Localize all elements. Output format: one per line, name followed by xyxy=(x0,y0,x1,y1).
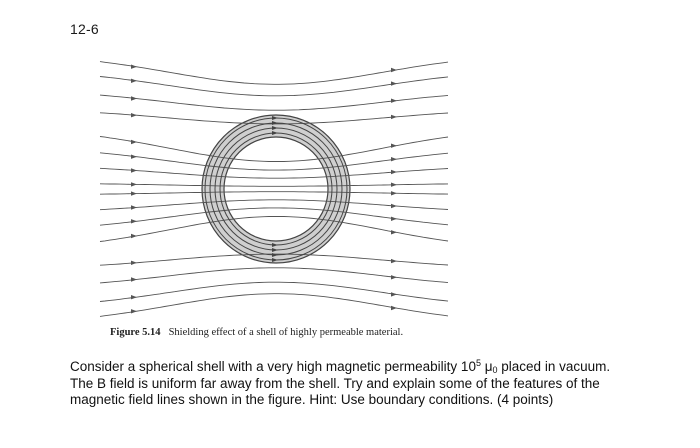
shell-inner-boundary xyxy=(224,137,328,241)
figure-caption xyxy=(110,327,403,338)
field-arrowhead xyxy=(131,65,137,69)
question-text xyxy=(70,359,680,409)
field-arrowhead xyxy=(391,99,397,103)
field-arrowhead xyxy=(131,219,137,223)
field-arrowhead xyxy=(391,259,397,263)
field-line xyxy=(100,77,448,96)
field-arrowhead xyxy=(391,81,397,85)
field-arrowhead xyxy=(391,275,397,279)
field-lines-figure xyxy=(96,44,452,324)
field-arrowhead xyxy=(131,205,137,209)
field-arrowhead xyxy=(391,170,397,174)
question-line-2: The B field is uniform far away from the shell. Try and explain some of the features of the xyxy=(70,375,600,391)
permeability-exponent: 5 xyxy=(475,358,481,368)
field-arrowhead xyxy=(391,191,397,195)
field-arrowhead xyxy=(131,155,137,159)
field-arrowhead xyxy=(391,292,397,296)
field-line xyxy=(100,294,448,317)
field-arrowhead xyxy=(131,113,137,117)
field-arrowhead xyxy=(391,144,397,148)
field-arrowhead xyxy=(391,183,397,187)
question-line-1-end: placed in vacuum. xyxy=(497,359,611,374)
figure-title: Shielding effect of a shell of highly permeable material. xyxy=(168,327,404,338)
field-arrowhead xyxy=(391,230,397,234)
field-line xyxy=(100,62,448,85)
field-arrowhead xyxy=(391,68,397,72)
figure-label: Figure 5.14 xyxy=(110,327,161,338)
field-lines-diagram xyxy=(96,44,452,324)
field-arrowhead xyxy=(131,168,137,172)
question-line-1-text: Consider a spherical shell with a very high magnetic permeability 10 xyxy=(70,359,476,374)
problem-number: 12-6 xyxy=(70,21,99,37)
field-arrowhead xyxy=(391,217,397,221)
field-arrowhead xyxy=(391,157,397,161)
mu-symbol: μ xyxy=(484,359,493,374)
question-line-3: magnetic field lines shown in the figure. Hint: Use boundary conditions. (4 points) xyxy=(70,392,554,407)
field-arrowhead xyxy=(131,96,137,100)
field-arrowhead xyxy=(131,295,137,299)
field-arrowhead xyxy=(131,140,137,144)
field-arrowhead xyxy=(391,204,397,208)
field-line xyxy=(100,95,448,110)
field-arrowhead xyxy=(131,277,137,281)
field-arrowhead xyxy=(131,261,137,265)
field-line xyxy=(100,282,448,301)
field-arrowhead xyxy=(131,234,137,238)
mu-subscript: 0 xyxy=(492,365,498,375)
field-arrowhead xyxy=(131,182,137,186)
field-arrowhead xyxy=(391,306,397,310)
field-arrowhead xyxy=(131,79,137,83)
question-line-1 xyxy=(70,359,680,376)
field-arrowhead xyxy=(391,115,397,119)
field-arrowhead xyxy=(131,309,137,313)
field-line xyxy=(100,268,448,283)
field-arrowhead xyxy=(131,191,137,195)
